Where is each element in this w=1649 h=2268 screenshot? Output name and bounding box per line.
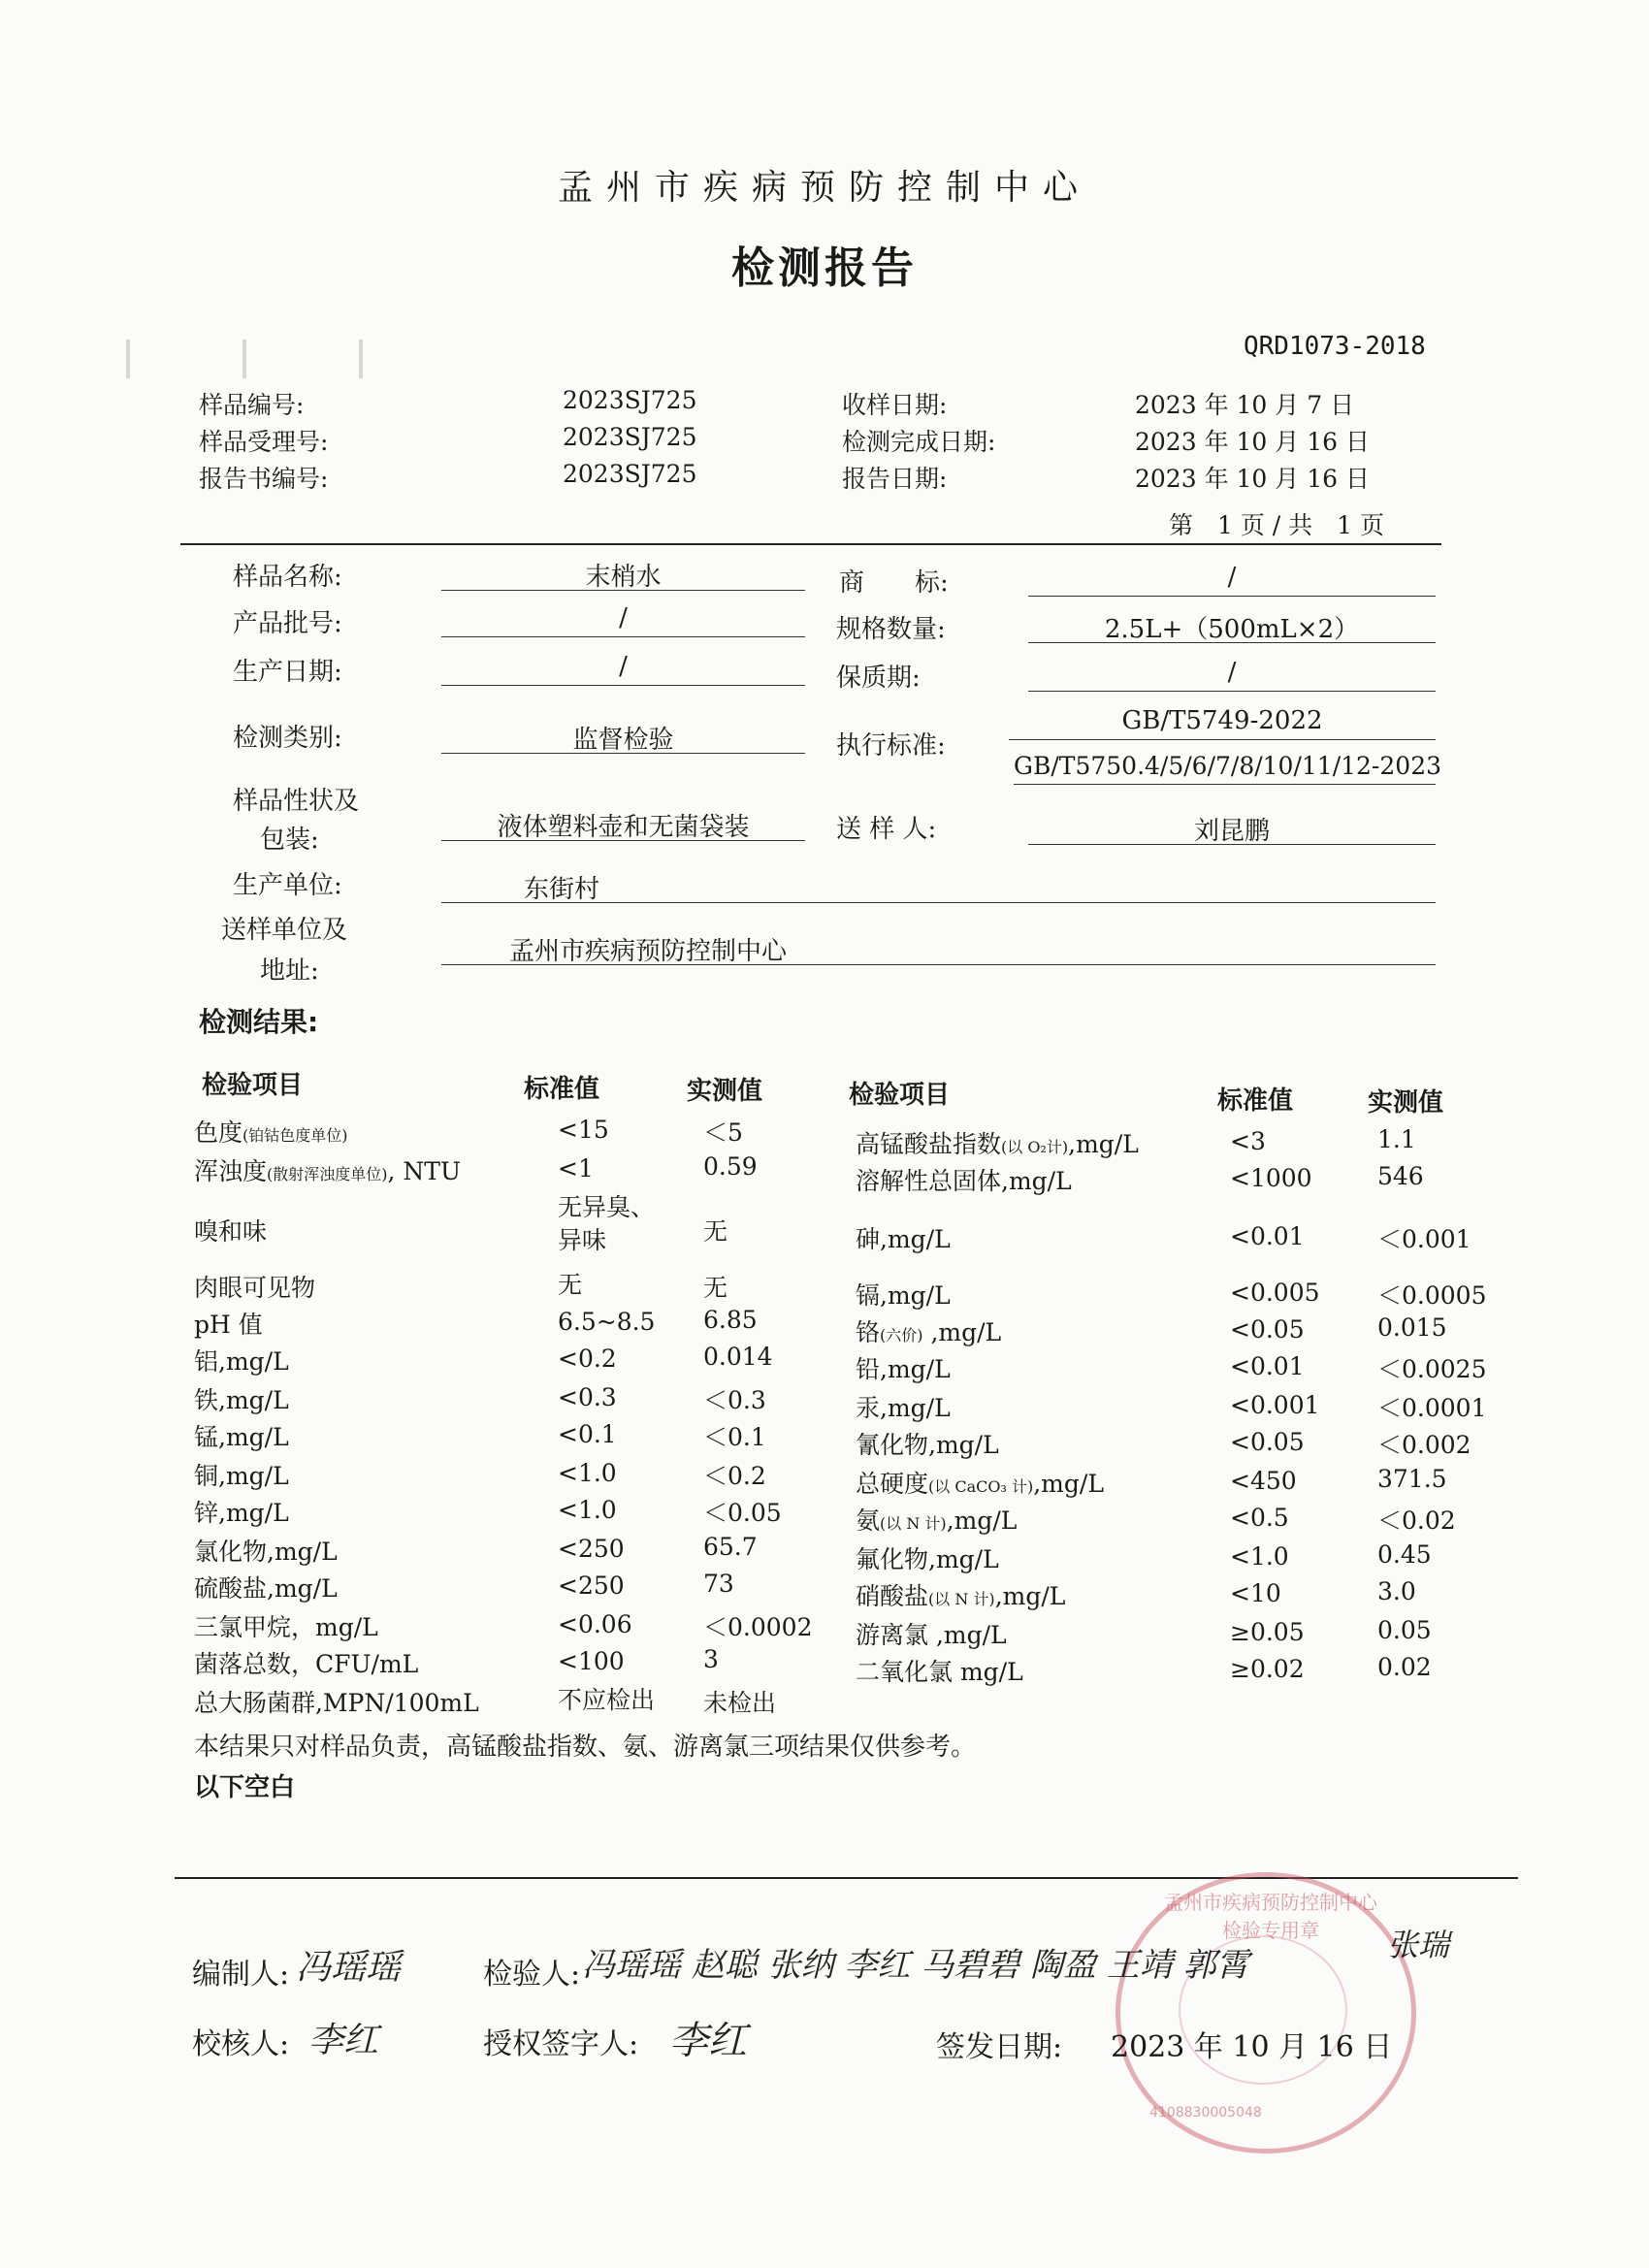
sample-state: 液体塑料壶和无菌袋装 [497, 813, 750, 842]
accept-no: 2023SJ725 [563, 423, 697, 451]
footer-divider [175, 1877, 1518, 1879]
result-item-name: 浑浊度 [194, 1157, 268, 1185]
blank-below: 以下空白 [194, 1773, 296, 1802]
result-item-name: 三氯甲烷，mg/L [194, 1613, 378, 1641]
result-item [194, 1114, 348, 1149]
complete-date: 2023 年 10 月 16 日 [1135, 428, 1370, 456]
result-item [194, 1213, 267, 1247]
checker-label: 校核人: [192, 2027, 290, 2061]
result-item [194, 1152, 461, 1187]
result-standard: <1.0 [558, 1459, 617, 1487]
underline [441, 685, 805, 686]
spec: 2.5L+（500mL×2） [1104, 615, 1360, 644]
result-standard: <0.01 [1230, 1352, 1305, 1380]
result-item [194, 1570, 338, 1604]
inspector-label: 检验人: [483, 1958, 581, 1992]
result-item-unit: ,mg/L [1068, 1130, 1139, 1158]
result-item [856, 1220, 951, 1255]
result-item-name: 总大肠菌群,MPN/100mL [194, 1689, 479, 1717]
result-item [856, 1502, 1017, 1537]
result-item-name: 铅,mg/L [856, 1355, 951, 1383]
underline [1009, 739, 1436, 740]
prod-date: / [619, 652, 628, 681]
result-item-name: 铜,mg/L [194, 1462, 289, 1490]
result-item-unit: ,mg/L [946, 1507, 1018, 1535]
result-item [856, 1277, 951, 1312]
result-standard: <0.05 [1230, 1428, 1305, 1456]
result-item-note: (以 O₂计) [1001, 1138, 1069, 1156]
result-standard: <450 [1230, 1467, 1297, 1495]
complete-date-label: 检测完成日期: [842, 428, 996, 456]
state-label-1: 样品性状及 [233, 787, 360, 816]
result-value: ＜0.0002 [703, 1613, 813, 1641]
receive-date-label: 收样日期: [842, 391, 948, 419]
underline [1028, 691, 1436, 692]
result-standard: <0.1 [558, 1420, 617, 1448]
result-standard: 6.5~8.5 [558, 1308, 656, 1336]
batch: / [619, 603, 628, 632]
batch-label: 产品批号: [233, 609, 342, 638]
result-standard: ≥0.02 [1230, 1655, 1305, 1683]
result-standard: <0.2 [558, 1345, 617, 1373]
underline [1028, 642, 1436, 643]
result-standard: <0.05 [1230, 1315, 1305, 1344]
result-value: 0.015 [1377, 1313, 1447, 1342]
result-value: 无 [703, 1217, 728, 1246]
compiler-signature: 冯瑶瑶 [296, 1948, 402, 1988]
result-item-name: 硫酸盐,mg/L [194, 1574, 338, 1603]
page-number: 第 1 页 / 共 1 页 [1169, 511, 1385, 539]
result-item-unit: ,mg/L [1033, 1470, 1104, 1498]
result-item [856, 1125, 1139, 1160]
send-unit-label-2: 地址: [260, 956, 319, 986]
col-val-left: 实测值 [687, 1077, 763, 1106]
results-title: 检测结果: [199, 1006, 319, 1038]
result-item-name: 铁,mg/L [194, 1386, 289, 1414]
test-type: 监督检验 [572, 726, 674, 755]
result-item-name: 嗅和味 [194, 1217, 268, 1246]
result-standard: <250 [558, 1535, 625, 1563]
result-item-name: pH 值 [194, 1311, 263, 1339]
result-value: 371.5 [1377, 1465, 1447, 1493]
result-item-name: 氨 [856, 1507, 881, 1535]
result-item-name: 高锰酸盐指数 [856, 1130, 1002, 1158]
result-value: ＜0.1 [703, 1423, 766, 1451]
result-value: 0.02 [1377, 1653, 1432, 1681]
result-item [194, 1645, 418, 1680]
result-value: ＜0.0001 [1377, 1394, 1487, 1422]
result-item [856, 1426, 999, 1461]
result-value: ＜0.02 [1377, 1507, 1456, 1535]
result-item-name: 溶解性总固体,mg/L [856, 1167, 1072, 1195]
result-item-name: 总硬度 [856, 1470, 929, 1498]
result-value: 0.59 [703, 1152, 758, 1181]
result-value: 6.85 [703, 1306, 758, 1334]
result-item [194, 1494, 289, 1529]
underline [1014, 784, 1436, 785]
report-title: 检测报告 [731, 243, 918, 293]
result-value: 3.0 [1377, 1577, 1416, 1605]
result-item-name: 汞,mg/L [856, 1394, 951, 1422]
result-item-name: 砷,mg/L [856, 1225, 951, 1253]
result-item-name: 氯化物,mg/L [194, 1538, 338, 1566]
result-standard: 无 [558, 1271, 583, 1299]
report-date: 2023 年 10 月 16 日 [1135, 465, 1370, 493]
result-value: 65.7 [703, 1533, 758, 1561]
standard-2: GB/T5750.4/5/6/7/8/10/11/12-2023 [1014, 752, 1442, 780]
shelf: / [1227, 658, 1237, 687]
result-item-note: (铂钴色度单位) [242, 1126, 348, 1145]
result-value: 73 [703, 1570, 734, 1598]
sender-label: 送 样 人: [836, 815, 937, 844]
issue-date: 2023 年 10 月 16 日 [1111, 2030, 1393, 2064]
result-value: ＜0.001 [1377, 1225, 1471, 1253]
compiler-label: 编制人: [192, 1958, 290, 1992]
result-item [194, 1343, 289, 1377]
result-item [194, 1457, 289, 1492]
sender: 刘昆鹏 [1193, 817, 1270, 846]
seal-number: 4108830005048 [1149, 2105, 1262, 2121]
divider [180, 543, 1441, 545]
result-item-unit: ,mg/L [922, 1318, 1002, 1346]
col-std-right: 标准值 [1217, 1086, 1294, 1116]
result-value: 1.1 [1377, 1125, 1416, 1153]
result-standard: <1.0 [1230, 1542, 1289, 1571]
col-item-right: 检验项目 [849, 1081, 951, 1110]
state-label-2: 包装: [260, 826, 319, 855]
result-item [856, 1540, 999, 1575]
result-standard: <0.01 [1230, 1222, 1305, 1250]
result-value: 无 [703, 1274, 728, 1302]
result-item [194, 1306, 263, 1341]
result-item-note: (以 CaCO₃ 计) [928, 1477, 1034, 1496]
sample-no: 2023SJ725 [563, 386, 697, 414]
result-item [856, 1616, 1007, 1651]
result-item-name: 氟化物,mg/L [856, 1545, 999, 1573]
col-std-left: 标准值 [524, 1075, 600, 1104]
underline [441, 964, 1436, 965]
result-value: ＜5 [703, 1118, 743, 1147]
result-item [194, 1418, 289, 1453]
col-item-left: 检验项目 [202, 1071, 304, 1100]
result-value: 未检出 [703, 1689, 777, 1717]
result-standard: <0.06 [558, 1610, 632, 1638]
result-item-name: 氰化物,mg/L [856, 1431, 999, 1459]
result-standard: <10 [1230, 1579, 1281, 1607]
result-standard: <0.005 [1230, 1279, 1320, 1307]
signer-signature: 李红 [669, 2019, 747, 2063]
result-value: ＜0.2 [703, 1462, 766, 1490]
result-item-unit: ,mg/L [994, 1582, 1066, 1610]
result-item-name: 铝,mg/L [194, 1347, 289, 1376]
result-item [856, 1577, 1065, 1612]
results-note: 本结果只对样品负责，高锰酸盐指数、氨、游离氯三项结果仅供参考。 [194, 1733, 977, 1762]
report-no: 2023SJ725 [563, 460, 697, 488]
result-item-name: 镉,mg/L [856, 1281, 951, 1310]
result-value: 546 [1377, 1162, 1424, 1190]
producer-label: 生产单位: [233, 871, 342, 900]
result-item-name: 铬 [856, 1318, 881, 1346]
result-item-name: 肉眼可见物 [194, 1274, 316, 1302]
result-item [856, 1465, 1104, 1500]
seal-text: 孟州市疾病预防控制中心 检验专用章 [1164, 1891, 1377, 1942]
result-value: 0.05 [1377, 1616, 1432, 1644]
underline [441, 753, 805, 754]
result-item [856, 1653, 1023, 1688]
result-standard: <0.5 [1230, 1504, 1289, 1532]
underline [441, 840, 805, 841]
result-standard: ≥0.05 [1230, 1618, 1305, 1646]
result-item-unit: , NTU [387, 1157, 462, 1185]
result-item [856, 1389, 951, 1424]
underline [441, 636, 805, 637]
send-unit: 孟州市疾病预防控制中心 [509, 937, 788, 966]
result-item [194, 1533, 338, 1568]
underline [1028, 596, 1436, 597]
result-standard: <0.001 [1230, 1391, 1320, 1419]
underline [1028, 844, 1436, 845]
signer-label: 授权签字人: [483, 2027, 639, 2061]
result-item-name: 游离氯 ,mg/L [856, 1621, 1007, 1649]
prod-date-label: 生产日期: [233, 658, 342, 687]
result-standard: 不应检出 [558, 1686, 656, 1714]
result-standard: 无异臭、 异味 [558, 1193, 656, 1254]
issue-date-label: 签发日期: [936, 2030, 1063, 2064]
result-item-note: (六价) [880, 1326, 923, 1345]
sample-name-label: 样品名称: [233, 563, 342, 592]
result-item-name: 硝酸盐 [856, 1582, 929, 1610]
result-item [194, 1608, 378, 1643]
receive-date: 2023 年 10 月 7 日 [1135, 391, 1355, 419]
result-item-name: 色度 [194, 1118, 243, 1147]
brand-label: 商 标: [839, 568, 949, 598]
accept-no-label: 样品受理号: [199, 428, 329, 456]
result-item-name: 二氧化氯 mg/L [856, 1658, 1023, 1686]
result-value: ＜0.002 [1377, 1431, 1471, 1459]
result-item-name: 锌,mg/L [194, 1499, 289, 1527]
report-date-label: 报告日期: [842, 465, 948, 493]
checker-signature: 李红 [308, 2021, 379, 2060]
inspector-signature-extra: 张瑞 [1387, 1927, 1450, 1963]
underline [441, 590, 805, 591]
result-item [856, 1162, 1072, 1197]
result-value: 0.014 [703, 1343, 773, 1371]
sample-name: 末梢水 [585, 563, 662, 592]
result-item-note: (以 N 计) [880, 1514, 947, 1533]
spec-label: 规格数量: [836, 615, 946, 644]
result-value: 0.45 [1377, 1540, 1432, 1569]
result-item [194, 1684, 479, 1719]
send-unit-label-1: 送样单位及 [221, 916, 348, 945]
result-item [194, 1269, 315, 1304]
result-value: ＜0.0005 [1377, 1281, 1487, 1310]
standard-1: GB/T5749-2022 [1121, 706, 1323, 735]
form-code: QRD1073-2018 [1244, 332, 1426, 361]
scan-artifact [87, 340, 446, 378]
result-item [856, 1313, 1001, 1348]
result-standard: <1.0 [558, 1496, 617, 1524]
result-standard: <250 [558, 1571, 625, 1600]
result-standard: <15 [558, 1116, 609, 1144]
shelf-label: 保质期: [836, 664, 921, 693]
result-value: ＜0.05 [703, 1499, 782, 1527]
result-standard: <100 [558, 1647, 625, 1675]
result-standard: <0.3 [558, 1383, 617, 1411]
standard-label: 执行标准: [836, 731, 946, 761]
producer: 东街村 [524, 875, 600, 904]
result-standard: <3 [1230, 1127, 1266, 1155]
sample-no-label: 样品编号: [199, 391, 305, 419]
result-value: ＜0.3 [703, 1386, 766, 1414]
result-value: ＜0.0025 [1377, 1355, 1487, 1383]
result-item [194, 1381, 289, 1416]
result-item-name: 锰,mg/L [194, 1423, 289, 1451]
result-standard: <1000 [1230, 1164, 1312, 1192]
result-item-name: 菌落总数，CFU/mL [194, 1650, 419, 1678]
result-value: 3 [703, 1645, 719, 1673]
test-type-label: 检测类别: [233, 724, 342, 753]
underline [441, 902, 1436, 903]
result-standard: <1 [558, 1154, 594, 1183]
organization-name: 孟州市疾病预防控制中心 [557, 168, 1091, 208]
report-no-label: 报告书编号: [199, 465, 329, 493]
brand: / [1227, 563, 1237, 592]
col-val-right: 实测值 [1368, 1088, 1444, 1118]
result-item [856, 1350, 951, 1385]
result-item-note: (散射浑浊度单位) [267, 1165, 388, 1183]
result-item-note: (以 N 计) [928, 1590, 995, 1608]
inspector-signatures: 冯瑶瑶 赵聪 张纳 李红 马碧碧 陶盈 王靖 郭霄 [582, 1946, 1249, 1985]
